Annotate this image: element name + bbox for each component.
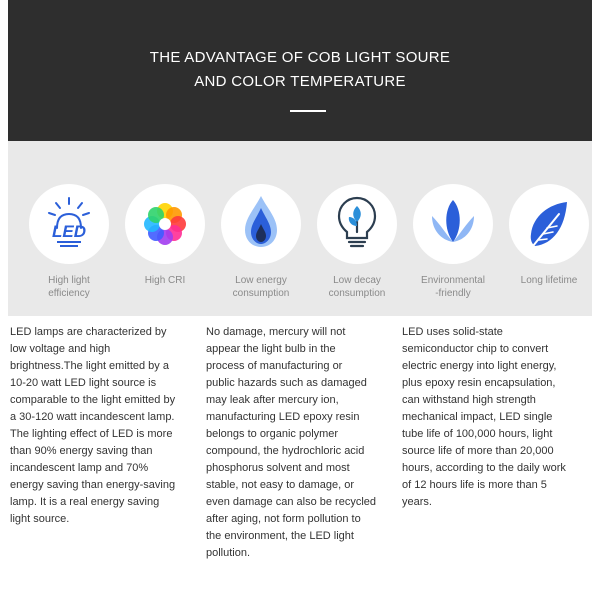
text-line: mechanical impact, LED single: [402, 411, 553, 423]
text-line: public hazards such as damaged: [206, 377, 367, 389]
led-bulb-icon: [29, 184, 109, 264]
feature-label-line: consumption: [328, 288, 386, 299]
feature-label-line: High light: [48, 275, 90, 286]
feature-label-line: Environmental: [421, 275, 485, 286]
text-line: than 90% energy saving than: [10, 445, 153, 457]
feature-circle: [317, 184, 397, 264]
page-title: [8, 46, 592, 94]
text-line: incandescent lamp and 70%: [10, 462, 149, 474]
feature-label-line: Long lifetime: [520, 275, 578, 286]
feature-circle: [29, 184, 109, 264]
text-line: stable, not easy to damage, or: [206, 479, 354, 491]
text-column-lifetime: [402, 324, 588, 511]
feature-label: [405, 274, 501, 300]
feature-high-cri: [117, 184, 213, 287]
text-line: LED uses solid-state: [402, 326, 503, 338]
text-line: plus epoxy resin encapsulation,: [402, 377, 556, 389]
feature-high-light-efficiency: [21, 184, 117, 300]
feature-circle: [221, 184, 301, 264]
text-line: The lighting effect of LED is more: [10, 428, 173, 440]
feature-label: [501, 274, 597, 287]
text-line: comparable to the light emitted by: [10, 394, 176, 406]
text-line: after aging, not form pollution to: [206, 513, 361, 525]
feature-label-line: efficiency: [48, 288, 90, 299]
text-line: years.: [402, 496, 432, 508]
text-column-energy-saving: [10, 324, 196, 528]
text-line: manufacturing LED epoxy resin: [206, 411, 360, 423]
feature-circle: [125, 184, 205, 264]
text-line: semiconductor chip to convert: [402, 343, 549, 355]
led-icon-text: LED: [52, 222, 86, 241]
feature-label-line: consumption: [232, 288, 290, 299]
text-line: brightness.The light emitted by a: [10, 360, 169, 372]
feature-circle: [413, 184, 493, 264]
text-line: energy saving than energy-saving: [10, 479, 176, 491]
text-line: source life of more than 20,000: [402, 445, 554, 457]
title-line-1: THE ADVANTAGE OF COB LIGHT SOURE: [149, 49, 451, 66]
feature-label-line: High CRI: [144, 275, 186, 286]
text-line: 10-20 watt LED light source is: [10, 377, 157, 389]
text-line: of 12 hours life is more than 5: [402, 479, 547, 491]
title-line-2: AND COLOR TEMPERATURE: [194, 73, 406, 90]
text-line: pollution.: [206, 547, 251, 559]
feature-label: [213, 274, 309, 300]
feature-low-decay: [309, 184, 405, 300]
feature-circle: [509, 184, 589, 264]
text-line: the environment, the LED light: [206, 530, 354, 542]
feature-label-line: -friendly: [435, 288, 471, 299]
lotus-leaf-icon: [413, 184, 493, 264]
text-line: electric energy into light energy,: [402, 360, 557, 372]
text-line: may leak after mercury ion,: [206, 394, 339, 406]
feature-label: [309, 274, 405, 300]
text-line: phosphorus solvent and most: [206, 462, 350, 474]
text-line: low voltage and high: [10, 343, 111, 355]
header-banner: [8, 0, 592, 141]
feather-leaf-icon: [509, 184, 589, 264]
text-line: process of manufacturing or: [206, 360, 343, 372]
text-line: a 30-120 watt incandescent lamp.: [10, 411, 175, 423]
feature-low-energy: [213, 184, 309, 300]
color-wheel-icon: [125, 184, 205, 264]
feature-label: [117, 274, 213, 287]
text-line: even damage can also be recycled: [206, 496, 376, 508]
text-line: compound, the hydrochloric acid: [206, 445, 365, 457]
feature-label-line: Low decay: [333, 275, 381, 286]
text-line: tube life of 100,000 hours, light: [402, 428, 553, 440]
text-line: appear the light bulb in the: [206, 343, 336, 355]
text-column-environmental: [206, 324, 392, 562]
text-line: LED lamps are characterized by: [10, 326, 167, 338]
text-line: lamp. It is a real energy saving: [10, 496, 160, 508]
title-divider: [290, 110, 326, 112]
text-line: can withstand high strength: [402, 394, 536, 406]
feature-environmental: [405, 184, 501, 300]
text-line: No damage, mercury will not: [206, 326, 346, 338]
lightbulb-leaf-icon: [317, 184, 397, 264]
feature-label: [21, 274, 117, 300]
text-line: light source.: [10, 513, 70, 525]
text-line: belongs to organic polymer: [206, 428, 339, 440]
feature-label-line: Low energy: [235, 275, 287, 286]
feature-long-lifetime: [501, 184, 597, 287]
text-line: hours, according to the daily work: [402, 462, 566, 474]
water-drop-icon: [221, 184, 301, 264]
